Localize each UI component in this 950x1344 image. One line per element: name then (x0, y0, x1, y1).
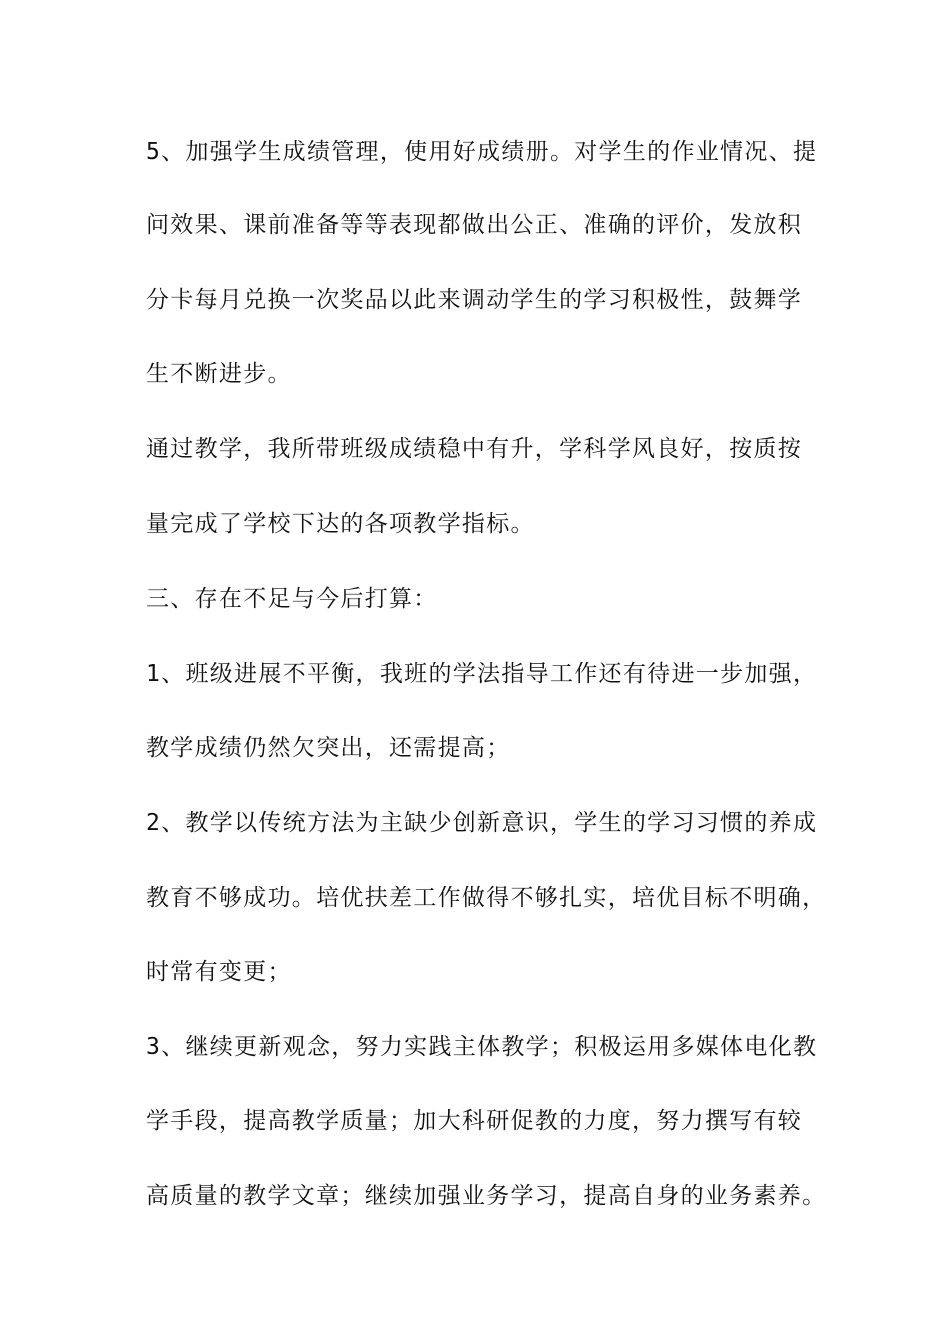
text-line: 2、教学以传统方法为主缺少创新意识，学生的学习习惯的养成 (146, 810, 818, 836)
text-line: 量完成了学校下达的各项教学指标。 (146, 511, 535, 537)
text-line: 通过教学，我所带班级成绩稳中有升，学科学风良好，按质按 (146, 436, 803, 462)
text-line: 1、班级进展不平衡，我班的学法指导工作还有待进一步加强， (146, 661, 818, 687)
text-line: 教学成绩仍然欠突出，还需提高； (146, 735, 511, 761)
text-line: 生不断进步。 (146, 361, 292, 387)
text-line: 问效果、课前准备等等表现都做出公正、准确的评价，发放积 (146, 212, 803, 238)
text-line: 学手段，提高教学质量；加大科研促教的力度，努力撰写有较 (146, 1108, 803, 1134)
text-line: 教育不够成功。培优扶差工作做得不够扎实，培优目标不明确， (146, 885, 827, 911)
text-line: 分卡每月兑换一次奖品以此来调动学生的学习积极性，鼓舞学 (146, 287, 803, 313)
text-line: 时常有变更； (146, 959, 292, 985)
text-line: 高质量的教学文章；继续加强业务学习，提高自身的业务素养。 (146, 1183, 827, 1209)
text-line: 3、继续更新观念，努力实践主体教学；积极运用多媒体电化教 (146, 1034, 818, 1060)
text-line: 5、加强学生成绩管理，使用好成绩册。对学生的作业情况、提 (146, 139, 818, 165)
section-heading: 三、存在不足与今后打算： (146, 586, 438, 612)
